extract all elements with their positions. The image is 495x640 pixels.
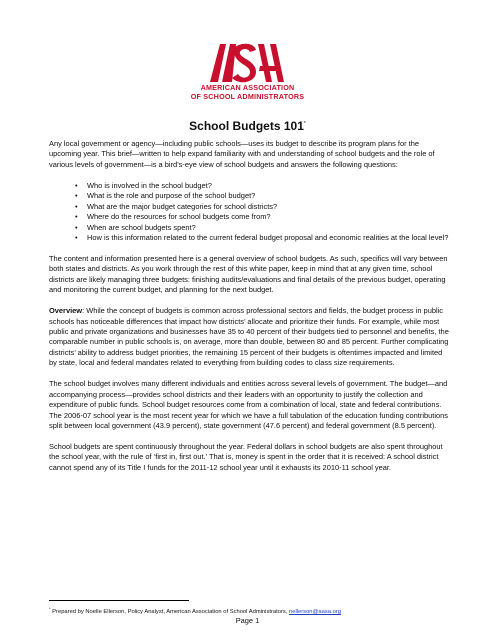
list-item: • What is the role and purpose of the school budget?: [75, 191, 256, 201]
footnote-mark: *: [49, 606, 51, 611]
org-line-1: AMERICAN ASSOCIATION: [200, 83, 295, 92]
bullet-icon: •: [75, 201, 78, 211]
budget-timing-paragraph: School budgets are spent continuously throughout the year. Federal dollars in school budgets are also spent throughout the school year, with the rule of ‘first in, first out.’ That is, money is spent in the order that it is received: A school district cannot spend any of its Title I funds for the 2011-12 school year until it exhausts its 2010-11 school year.: [49, 441, 443, 472]
list-item: • Where do the resources for school budgets come from?: [75, 212, 271, 222]
overview-paragraph: Overview: While the concept of budgets is common across professional sectors and fields, the budget process in public schools has noticeable differences that impact how districts’ allocate and prioritize their funds. For example, while most public and private organizations and businesses have 35 to 40 percent of their budgets tied to personnel and benefits, the comparable number in public schools is, on average, more than double, between 80 and 85 percent. Further complicating districts’ ability to address budget priorities, the remaining 15 percent of their budgets is oftentimes impacted and limited by state, local and federal mandates related to everything from building codes to class size requirements.: [49, 306, 449, 368]
bullet-icon: •: [75, 222, 78, 232]
title-text: School Budgets 101: [189, 119, 304, 133]
title-footnote-mark: *: [303, 121, 306, 127]
org-line-2: OF SCHOOL ADMINISTRATORS: [190, 91, 305, 101]
footnote-text: Prepared by Noelle Ellerson, Policy Analyst, American Association of School Administrators,: [50, 608, 289, 615]
bullet-icon: •: [75, 180, 78, 190]
overview-heading: Overview: [49, 306, 83, 316]
list-item: • How is this information related to the current federal budget proposal and economic realities at the local level?: [75, 233, 449, 243]
list-item: • What are the major budget categories for school districts?: [75, 201, 278, 211]
organization-name: [150, 84, 345, 101]
author-email-link[interactable]: nellerson@aasa.org: [289, 608, 341, 615]
bullet-icon: •: [75, 191, 78, 201]
page-title: [0, 119, 495, 133]
list-item: • Who is involved in the school budget?: [75, 180, 212, 190]
questions-list: [49, 181, 451, 244]
bullet-icon: •: [75, 212, 78, 222]
footnote: [49, 605, 459, 616]
bullet-icon: •: [75, 233, 78, 243]
intro-paragraph: Any local government or agency—including public schools—uses its budget to describe its program plans for the upcoming year. This brief—written to help expand familiarity with and understanding of school budgets and the role of various levels of government—is a bird’s-eye view of school budgets and answers the following questions:: [49, 139, 435, 169]
list-item: • When are school budgets spent?: [75, 222, 196, 232]
footnote-divider: [49, 600, 189, 601]
budget-sources-paragraph: The school budget involves many different individuals and entities across several levels of government. The budget—and accompanying process—provides school districts and their leaders with an opportunity to justify the collection and expenditure of public funds. School budget resources come from a combination of local, state and federal contributions. The 2006-07 school year is the most recent year for which we have a full tabulation of the education funding contributions split between local government (43.9 percent), state government (47.6 percent) and federal government (8.5 percent).: [49, 379, 448, 430]
page-number: Page 1: [235, 616, 260, 625]
document-body: [49, 139, 451, 484]
overview-intro-paragraph: The content and information presented here is a general overview of school budgets. As such, specifics will vary between both states and districts. As you work through the rest of this white paper, keep in mind that at any given time, school districts are likely managing three budgets: finishing audits/evaluations and final details of the previous budget, operating and monitoring the current budget, and planning for the next budget.: [49, 253, 448, 295]
